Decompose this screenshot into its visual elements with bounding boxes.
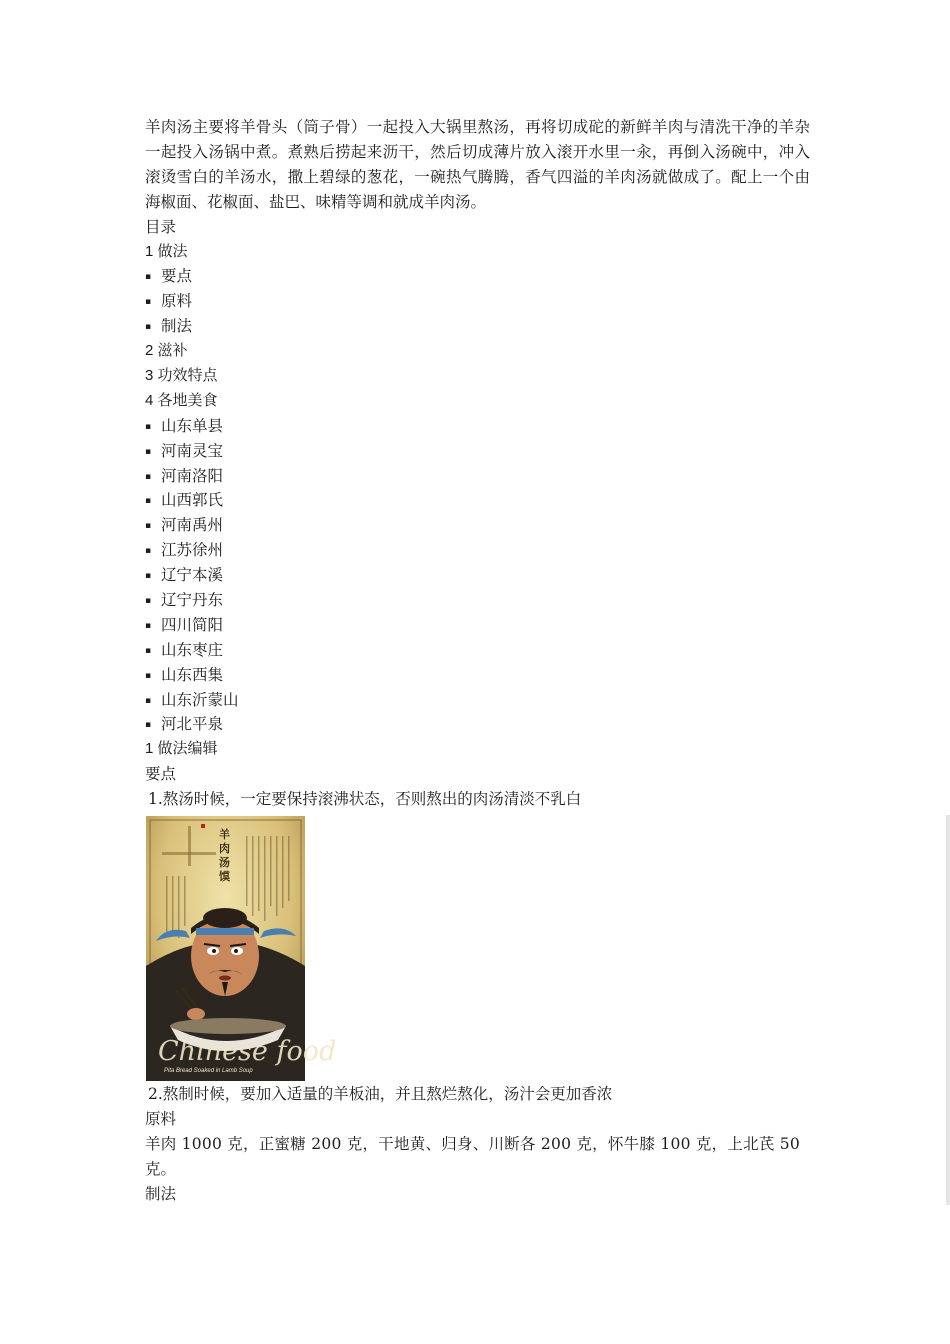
toc-section-4-item[interactable] [145, 588, 810, 613]
toc-section-4-item[interactable] [145, 563, 810, 588]
bullet-icon: ▪ [145, 546, 152, 557]
toc-section-4-item[interactable] [145, 613, 810, 638]
toc-section-4-item-label: 河南禹州 [161, 516, 224, 535]
bullet-icon: ▪ [145, 521, 152, 532]
toc-title: 目录 [145, 217, 177, 236]
toc-section-4[interactable]: 4 各地美食 [145, 391, 218, 409]
toc-section-1-item[interactable] [145, 289, 810, 314]
toc-section-4-item-label: 辽宁本溪 [161, 566, 224, 585]
toc-section-4-item-label: 河北平泉 [161, 715, 224, 734]
toc-section-4-item-label: 山东枣庄 [161, 640, 224, 659]
bullet-icon: ▪ [145, 297, 152, 308]
toc-section-4-item-label: 山东沂蒙山 [161, 690, 239, 709]
ingredients-line-1: 羊肉 1000 克，正蜜糖 200 克，干地黄、归身、川断各 200 克，怀牛膝 100 克，上北芪 50 [145, 1134, 801, 1153]
toc-section-4-item-label: 河南灵宝 [161, 441, 224, 460]
page-edge-shadow [946, 815, 950, 1205]
poster-caption: Pita Bread Soaked in Lamb Soup [164, 1068, 253, 1074]
bullet-icon: ▪ [145, 471, 152, 482]
poster-script-text: Chinese food [158, 1036, 337, 1067]
poster-illustration [146, 816, 337, 1081]
toc-section-1-item[interactable] [145, 314, 810, 339]
bullet-icon: ▪ [145, 496, 152, 507]
toc-section-2[interactable]: 2 滋补 [145, 342, 188, 360]
bullet-icon: ▪ [145, 695, 152, 706]
toc-section-1-item-label: 原料 [161, 292, 193, 311]
toc-section-1-item-label: 制法 [161, 317, 193, 336]
toc-section-1-items [145, 264, 810, 339]
toc-section-4-item-label: 山东西集 [161, 665, 224, 684]
key-point-2: 2.熬制时候，要加入适量的羊板油，并且熬烂熬化，汤汁会更加香浓 [148, 1085, 613, 1103]
toc-section-4-item-label: 河南洛阳 [161, 466, 224, 485]
toc-section-4-item[interactable] [145, 538, 810, 563]
bullet-icon: ▪ [145, 670, 152, 681]
ingredients-line-2: 克。 [145, 1159, 177, 1178]
toc-section-4-item[interactable] [145, 513, 810, 538]
section-heading-methods: 1 做法编辑 [145, 740, 218, 758]
svg-text:汤: 汤 [219, 856, 230, 869]
toc-section-4-item[interactable] [145, 414, 810, 439]
bullet-icon: ▪ [145, 571, 152, 582]
toc-section-4-item[interactable] [145, 439, 810, 464]
toc-section-4-item[interactable] [145, 663, 810, 688]
toc-section-3[interactable]: 3 功效特点 [145, 366, 218, 384]
bullet-icon: ▪ [145, 645, 152, 656]
toc-section-4-item-label: 四川简阳 [161, 615, 224, 634]
toc-section-4-items [145, 414, 810, 738]
ingredients-heading: 原料 [145, 1109, 177, 1128]
svg-text:馍: 馍 [219, 870, 230, 883]
key-point-1: 1.熬汤时候，一定要保持滚沸状态，否则熬出的肉汤清淡不乳白 [148, 790, 582, 809]
lamb-soup-poster-image [146, 816, 337, 1081]
toc-section-4-item[interactable] [145, 712, 810, 737]
method-heading: 制法 [145, 1184, 177, 1203]
toc-section-1-item-label: 要点 [161, 267, 193, 286]
toc-section-4-item[interactable] [145, 638, 810, 663]
toc-section-4-item[interactable] [145, 488, 810, 513]
bullet-icon: ▪ [145, 421, 152, 432]
document-body [145, 115, 810, 1206]
bullet-icon: ▪ [145, 446, 152, 457]
toc-section-4-item-label: 山东单县 [161, 416, 224, 435]
key-points-heading: 要点 [145, 765, 177, 784]
toc-section-4-item-label: 江苏徐州 [161, 541, 224, 560]
toc-section-4-item[interactable] [145, 688, 810, 713]
toc-section-4-item-label: 辽宁丹东 [161, 590, 224, 609]
toc-section-1-item[interactable] [145, 264, 810, 289]
bullet-icon: ▪ [145, 322, 152, 333]
svg-text:羊: 羊 [219, 828, 230, 841]
svg-text:肉: 肉 [219, 842, 230, 855]
toc-section-4-item-label: 山西郭氏 [161, 491, 224, 510]
toc-section-1[interactable]: 1 做法 [145, 242, 188, 260]
toc-section-4-item[interactable] [145, 464, 810, 489]
bullet-icon: ▪ [145, 595, 152, 606]
bullet-icon: ▪ [145, 620, 152, 631]
bullet-icon: ▪ [145, 272, 152, 283]
intro-paragraph: 羊肉汤主要将羊骨头（筒子骨）一起投入大锅里熬汤，再将切成砣的新鲜羊肉与清洗干净的羊杂一起投入汤锅中煮。煮熟后捞起来沥干，然后切成薄片放入滚开水里一汆，再倒入汤碗中，冲入滚烫雪白的羊汤水，撒上碧绿的葱花，一碗热气腾腾，香气四溢的羊肉汤就做成了。配上一个由海椒面、花椒面、盐巴、味精等调和就成羊肉汤。 [145, 118, 810, 211]
bullet-icon: ▪ [145, 720, 152, 731]
